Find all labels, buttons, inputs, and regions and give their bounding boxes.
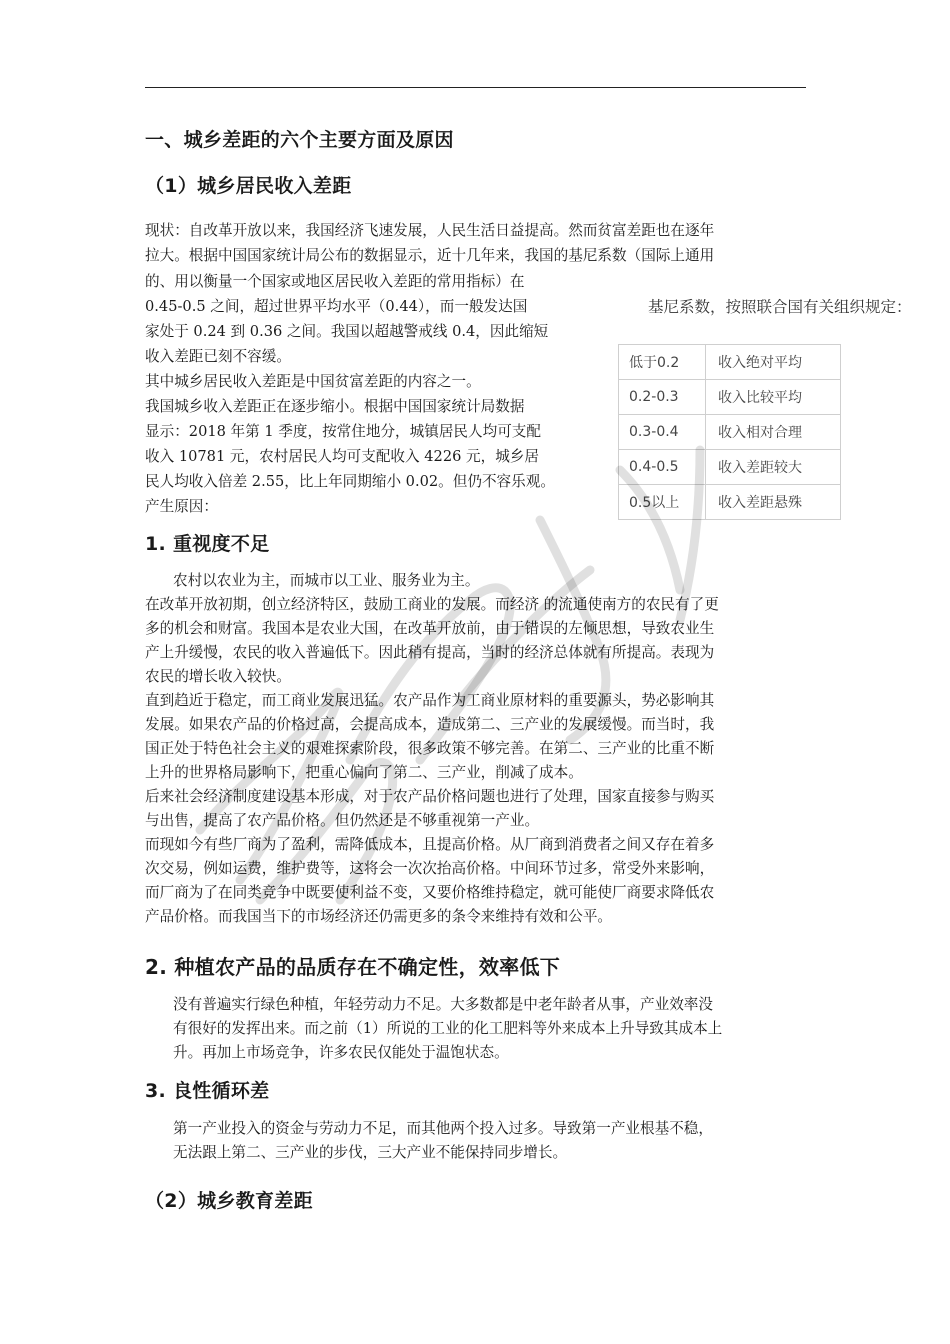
intro-line: 的、用以衡量一个国家或地区居民收入差距的常用指标）在 bbox=[145, 273, 525, 290]
intro-line: 其中城乡居民收入差距是中国贫富差距的内容之一。 bbox=[145, 373, 481, 390]
paragraph-line: 直到趋近于稳定，而工商业发展迅猛。农产品作为工商业原材料的重要源头，势必影响其 bbox=[145, 692, 715, 709]
gini-meaning: 收入相对合理 bbox=[706, 415, 841, 450]
paragraph-line: 后来社会经济制度建设基本形成，对于农产品价格问题也进行了处理，国家直接参与购买 bbox=[145, 788, 715, 805]
intro-line: 产生原因： bbox=[145, 498, 218, 515]
paragraph-line: 升。再加上市场竞争，许多农民仅能处于温饱状态。 bbox=[173, 1044, 509, 1061]
intro-line: 收入差距已刻不容缓。 bbox=[145, 348, 291, 365]
intro-line: 拉大。根据中国国家统计局公布的数据显示，近十几年来，我国的基尼系数（国际上通用 bbox=[145, 247, 715, 264]
subsection-title-education: （2）城乡教育差距 bbox=[145, 1190, 313, 1212]
table-row bbox=[619, 380, 841, 415]
paragraph-line: 农民的增长收入较快。 bbox=[145, 668, 291, 685]
intro-line: 收入 10781 元，农村居民人均可支配收入 4226 元，城乡居 bbox=[145, 448, 539, 465]
paragraph-line: 多的机会和财富。我国本是农业大国，在改革开放前，由于错误的左倾思想，导致农业生 bbox=[145, 620, 715, 637]
intro-line: 家处于 0.24 到 0.36 之间。我国以超越警戒线 0.4，因此缩短 bbox=[145, 323, 549, 340]
section-title: 一、城乡差距的六个主要方面及原因 bbox=[145, 129, 454, 151]
cause3-body bbox=[145, 1117, 806, 1165]
header-rule bbox=[145, 87, 806, 88]
paragraph-line: 没有普遍实行绿色种植，年轻劳动力不足。大多数都是中老年龄者从事，产业效率没 bbox=[173, 996, 713, 1013]
paragraph-line: 发展。如果农产品的价格过高，会提高成本，造成第二、三产业的发展缓慢。而当时，我 bbox=[145, 716, 715, 733]
gini-range: 0.4-0.5 bbox=[619, 450, 706, 485]
gini-table bbox=[618, 344, 841, 520]
cause1-body bbox=[145, 569, 806, 929]
paragraph-line: 产上升缓慢，农民的收入普遍低下。因此稍有提高，当时的经济总体就有所提高。表现为 bbox=[145, 644, 715, 661]
gini-meaning: 收入差距较大 bbox=[706, 450, 841, 485]
cause1-title: 1. 重视度不足 bbox=[145, 533, 270, 555]
table-row bbox=[619, 485, 841, 520]
intro-line: 0.45-0.5 之间，超过世界平均水平（0.44），而一般发达国 bbox=[145, 298, 528, 315]
paragraph-line: 有很好的发挥出来。而之前（1）所说的工业的化工肥料等外来成本上升导致其成本上 bbox=[173, 1020, 723, 1037]
gini-meaning: 收入绝对平均 bbox=[706, 345, 841, 380]
intro-line: 我国城乡收入差距正在逐步缩小。根据中国国家统计局数据 bbox=[145, 398, 525, 415]
paragraph-line: 上升的世界格局影响下，把重心偏向了第二、三产业，削减了成本。 bbox=[145, 764, 583, 781]
paragraph-line: 国正处于特色社会主义的艰难探索阶段，很多政策不够完善。在第二、三产业的比重不断 bbox=[145, 740, 715, 757]
paragraph-line: 与出售，提高了农产品价格。但仍然还是不够重视第一产业。 bbox=[145, 812, 540, 829]
intro-line: 现状：自改革开放以来，我国经济飞速发展，人民生活日益提高。然而贫富差距也在逐年 bbox=[145, 222, 715, 239]
cause2-body bbox=[145, 993, 806, 1065]
cause3-title: 3. 良性循环差 bbox=[145, 1080, 270, 1102]
gini-range: 低于0.2 bbox=[619, 345, 706, 380]
gini-caption: 基尼系数，按照联合国有关组织规定： bbox=[648, 298, 912, 316]
gini-range: 0.2-0.3 bbox=[619, 380, 706, 415]
paragraph-line: 次交易，例如运费，维护费等，这将会一次次抬高价格。中间环节过多，常受外来影响， bbox=[145, 860, 715, 877]
table-row bbox=[619, 345, 841, 380]
paragraph-line: 产品价格。而我国当下的市场经济还仍需更多的条令来维持有效和公平。 bbox=[145, 908, 613, 925]
subsection-title-income: （1）城乡居民收入差距 bbox=[145, 175, 352, 197]
intro-line: 显示：2018 年第 1 季度，按常住地分，城镇居民人均可支配 bbox=[145, 423, 542, 440]
paragraph-line: 在改革开放初期，创立经济特区，鼓励工商业的发展。而经济 的流通使南方的农民有了更 bbox=[145, 596, 719, 613]
gini-meaning: 收入比较平均 bbox=[706, 380, 841, 415]
table-row bbox=[619, 415, 841, 450]
paragraph-line: 第一产业投入的资金与劳动力不足，而其他两个投入过多。导致第一产业根基不稳， bbox=[173, 1120, 713, 1137]
paragraph-line: 农村以农业为主，而城市以工业、服务业为主。 bbox=[173, 572, 480, 589]
table-row bbox=[619, 450, 841, 485]
gini-range: 0.3-0.4 bbox=[619, 415, 706, 450]
paragraph-line: 无法跟上第二、三产业的步伐，三大产业不能保持同步增长。 bbox=[173, 1144, 568, 1161]
intro-line: 民人均收入倍差 2.55，比上年同期缩小 0.02。但仍不容乐观。 bbox=[145, 473, 555, 490]
gini-range: 0.5以上 bbox=[619, 485, 706, 520]
gini-coefficient-figure bbox=[618, 296, 948, 511]
cause2-title: 2. 种植农产品的品质存在不确定性，效率低下 bbox=[145, 955, 561, 979]
gini-meaning: 收入差距悬殊 bbox=[706, 485, 841, 520]
paragraph-line: 而厂商为了在同类竞争中既要使利益不变，又要价格维持稳定，就可能使厂商要求降低农 bbox=[145, 884, 715, 901]
paragraph-line: 而现如今有些厂商为了盈利，需降低成本，且提高价格。从厂商到消费者之间又存在着多 bbox=[145, 836, 715, 853]
